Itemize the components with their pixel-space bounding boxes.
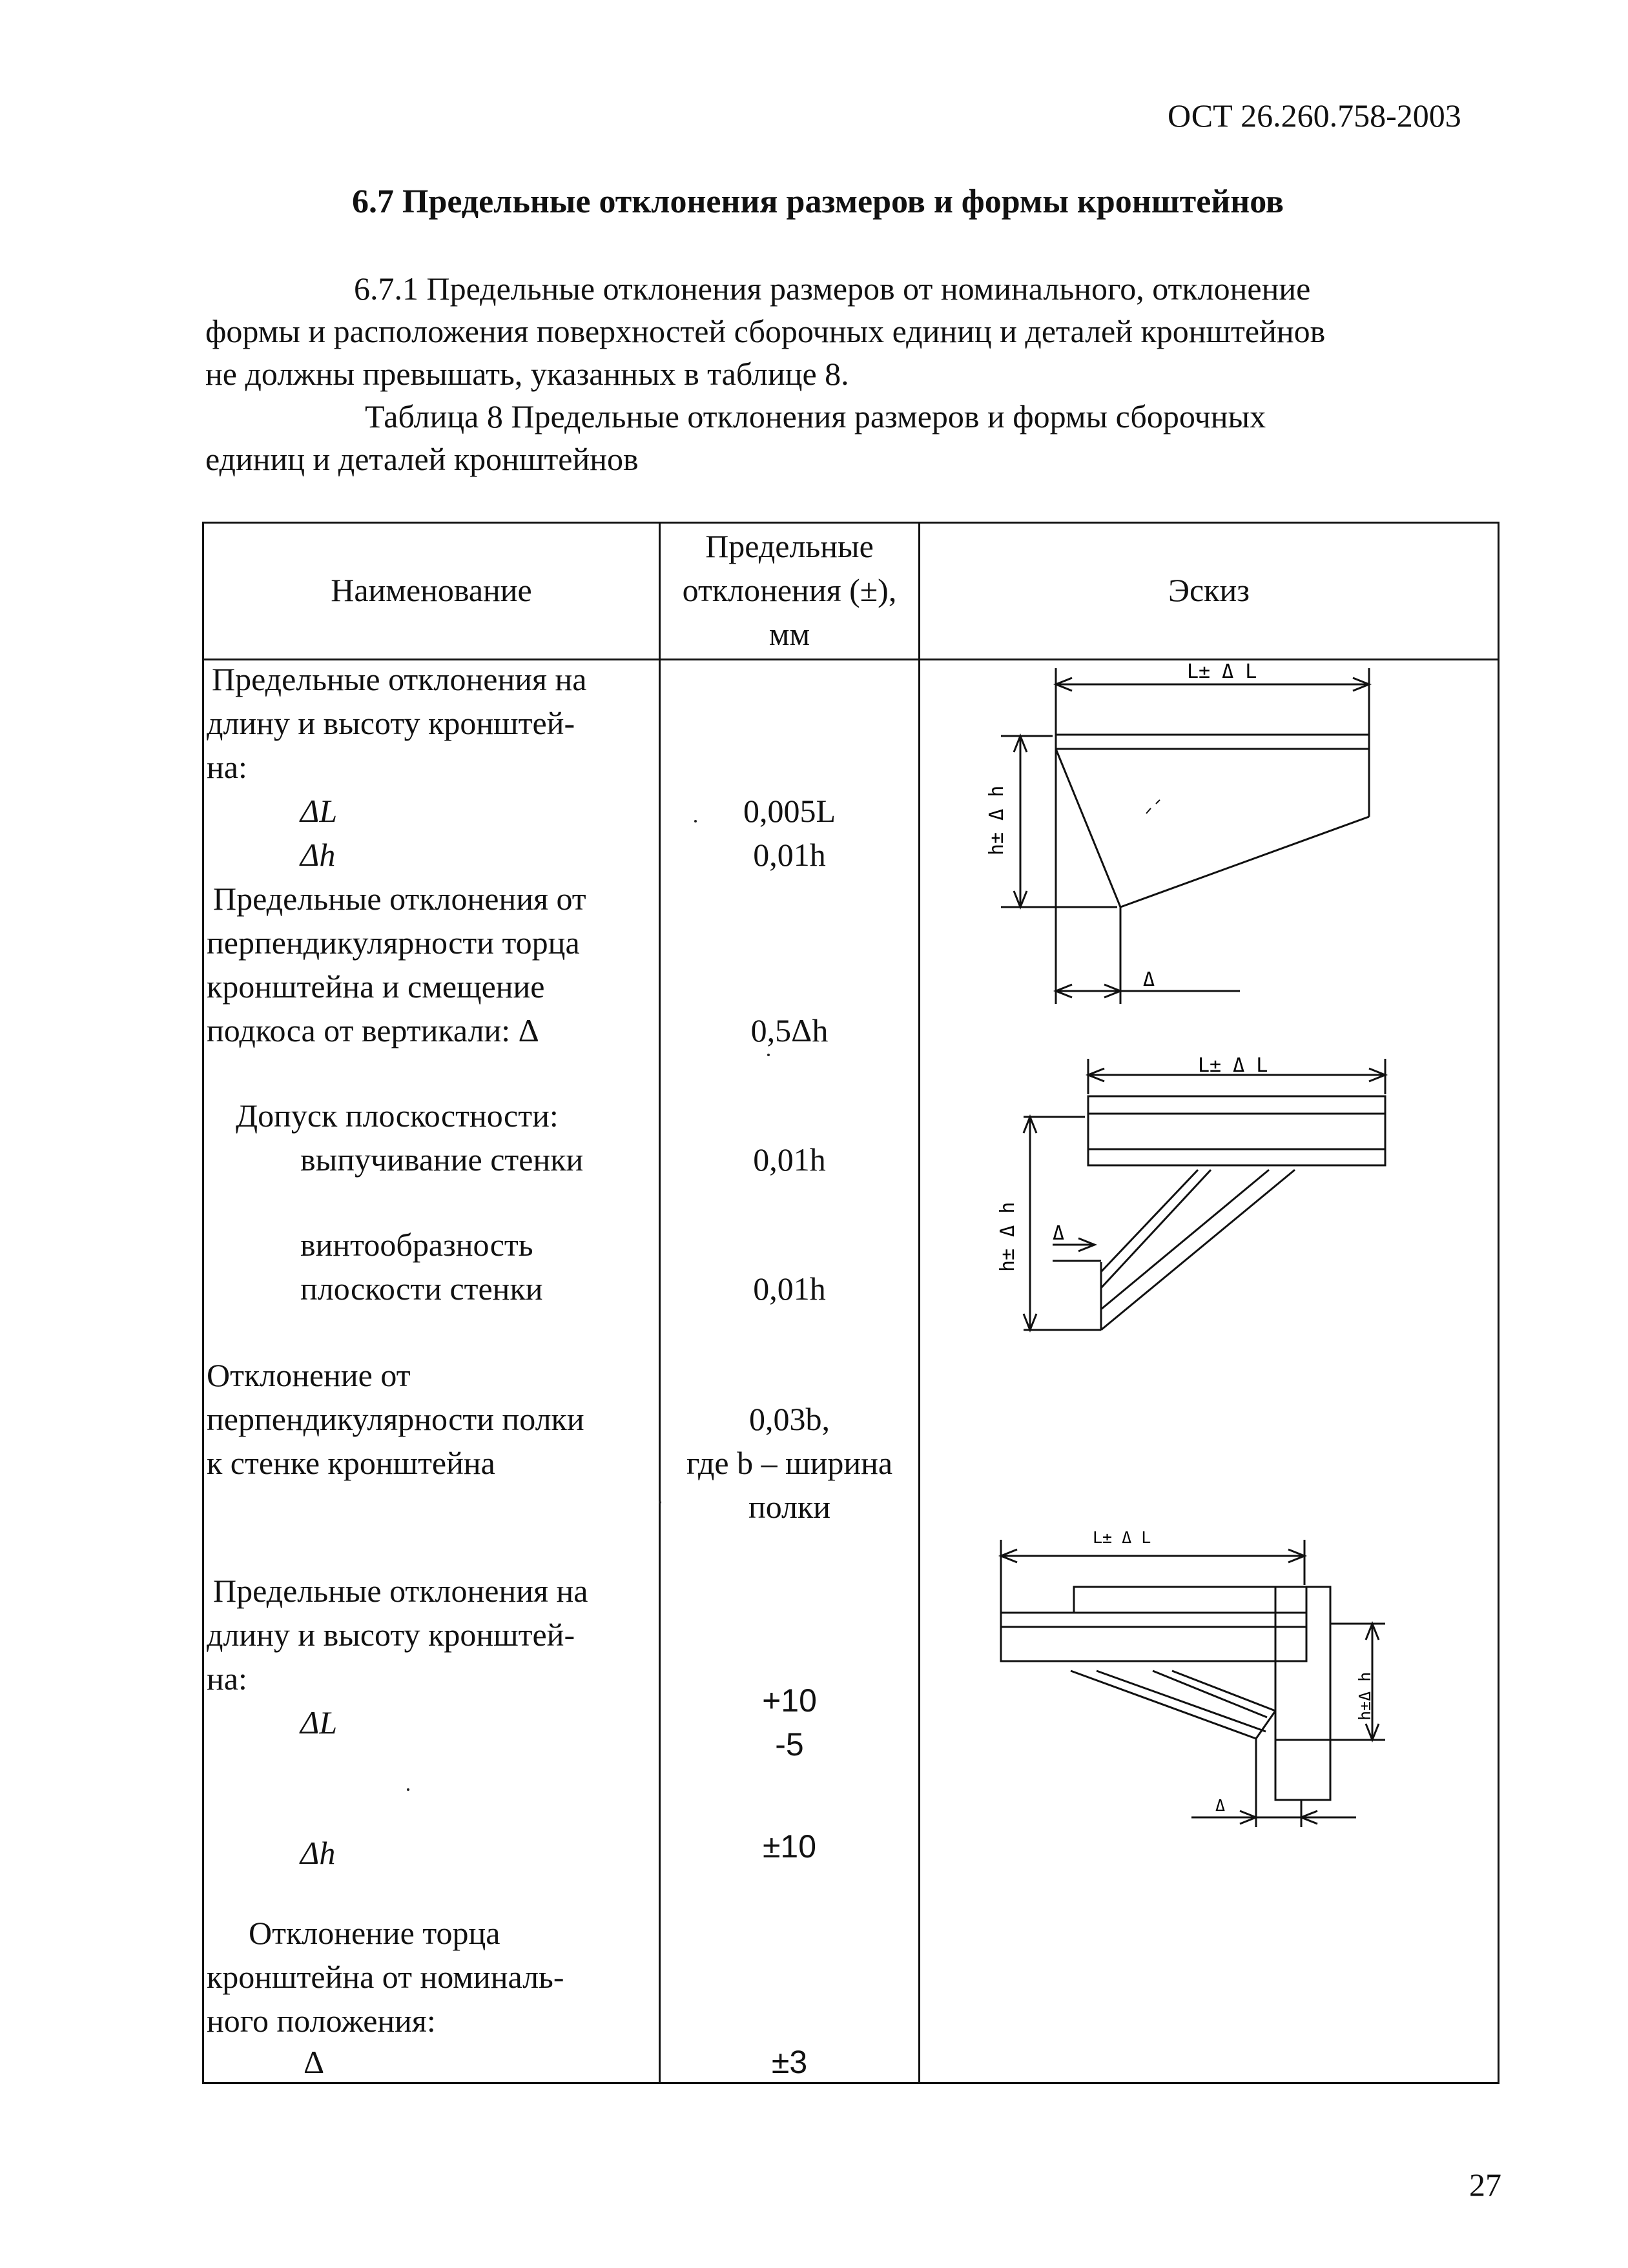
table-left-border — [202, 522, 204, 2084]
sketch-bracket-3 — [982, 1524, 1434, 1834]
row6-delta-L: ΔL — [300, 1704, 338, 1741]
scan-speck — [659, 1501, 661, 1504]
paragraph-line-3: не должны превышать, указанных в таблице 8. — [205, 356, 849, 392]
row1-delta-L: ΔL — [300, 793, 338, 829]
row4-value: 0,01h — [753, 1271, 826, 1307]
section-title: 6.7 Предельные отклонения размеров и формы кронштейнов — [352, 183, 1284, 220]
row6-name-line-1: Предельные отклонения на — [213, 1573, 588, 1609]
sketch-1-delta-label: Δ — [1143, 968, 1155, 991]
row2-name-line-2: перпендикулярности торца — [207, 925, 580, 961]
scan-speck — [767, 1054, 770, 1056]
row3-name-line-1: Допуск плоскостности: — [236, 1098, 559, 1134]
sketch-2-height-label: h± Δ h — [996, 1201, 1019, 1272]
scan-speck — [694, 820, 697, 822]
row1-delta-h: Δh — [300, 837, 336, 873]
row2-name-line-1: Предельные отклонения от — [213, 881, 586, 917]
header-deviation-line-2: отклонения (±), — [682, 572, 897, 608]
row7-symbol: Δ — [304, 2044, 325, 2080]
sketch-1-height-label: h± Δ h — [985, 785, 1008, 855]
row6-name-line-2: длину и высоту кронштей- — [207, 1617, 575, 1653]
row5-value-line-2: где b – ширина — [686, 1445, 893, 1481]
row5-name-line-1: Отклонение от — [207, 1357, 411, 1393]
sketch-3-length-label: L± Δ L — [1093, 1528, 1151, 1547]
header-name: Наименование — [331, 572, 532, 608]
header-sketch: Эскиз — [1168, 572, 1250, 608]
sketch-3-height-label: h±Δ h — [1355, 1671, 1374, 1721]
sketch-1-length-label: L± Δ L — [1187, 660, 1257, 683]
row2-name-line-3: кронштейна и смещение — [207, 968, 545, 1005]
paragraph-line-2: формы и расположения поверхностей сборочных единиц и деталей кронштейнов — [205, 313, 1326, 349]
row1-name-line-3: на: — [207, 749, 247, 785]
document-code: ОСТ 26.260.758-2003 — [1168, 97, 1461, 134]
row5-name-line-2: перпендикулярности полки — [207, 1401, 584, 1437]
header-deviation-line-3: мм — [768, 616, 810, 652]
header-deviation-line-1: Предельные — [705, 528, 874, 564]
row1-delta-L-value: 0,005L — [743, 793, 836, 829]
sketch-bracket-1 — [982, 659, 1382, 1020]
row3-name-line-2: выпучивание стенки — [300, 1141, 584, 1178]
page-number: 27 — [1469, 2167, 1501, 2203]
row1-delta-h-value: 0,01h — [753, 837, 826, 873]
scan-speck — [407, 1788, 409, 1791]
row1-name-line-1: Предельные отклонения на — [212, 661, 587, 697]
table-column-divider-2 — [918, 522, 920, 2084]
row7-name-line-3: ного положения: — [207, 2003, 436, 2039]
sketch-2-delta-label: Δ — [1053, 1222, 1065, 1245]
row5-value-line-3: полки — [748, 1489, 831, 1525]
table-caption-line-1: Таблица 8 Предельные отклонения размеров и формы сборочных — [365, 398, 1266, 434]
row3-value: 0,01h — [753, 1141, 826, 1178]
row6-name-line-3: на: — [207, 1660, 247, 1697]
row2-value: 0,5Δh — [750, 1012, 829, 1048]
row1-name-line-2: длину и высоту кронштей- — [207, 705, 575, 741]
row7-name-line-1: Отклонение торца — [249, 1915, 500, 1951]
sketch-3-labels — [1093, 1528, 1374, 1815]
paragraph-line-1: 6.7.1 Предельные отклонения размеров от номинального, отклонение — [354, 271, 1311, 307]
row6-delta-h: Δh — [300, 1835, 336, 1871]
sketch-3-delta-label: Δ — [1215, 1796, 1226, 1815]
row4-name-line-1: винтообразность — [300, 1227, 533, 1263]
row4-name-line-2: плоскости стенки — [300, 1271, 543, 1307]
row2-name-line-4: подкоса от вертикали: Δ — [207, 1012, 539, 1048]
row7-value: ±3 — [771, 2044, 808, 2080]
row6-delta-L-minus: -5 — [775, 1726, 804, 1762]
sketch-2-length-label: L± Δ L — [1198, 1054, 1268, 1077]
row6-delta-h-value: ±10 — [762, 1828, 817, 1864]
row7-name-line-2: кронштейна от номиналь- — [207, 1959, 564, 1995]
row6-delta-L-plus: +10 — [762, 1682, 817, 1719]
table-top-border — [202, 522, 1499, 524]
row5-value-line-1: 0,03b, — [749, 1401, 830, 1437]
row5-name-line-3: к стенке кронштейна — [207, 1445, 495, 1481]
table-caption-line-2: единиц и деталей кронштейнов — [205, 441, 639, 477]
table-right-border — [1498, 522, 1499, 2084]
sketch-bracket-2 — [982, 1052, 1408, 1356]
